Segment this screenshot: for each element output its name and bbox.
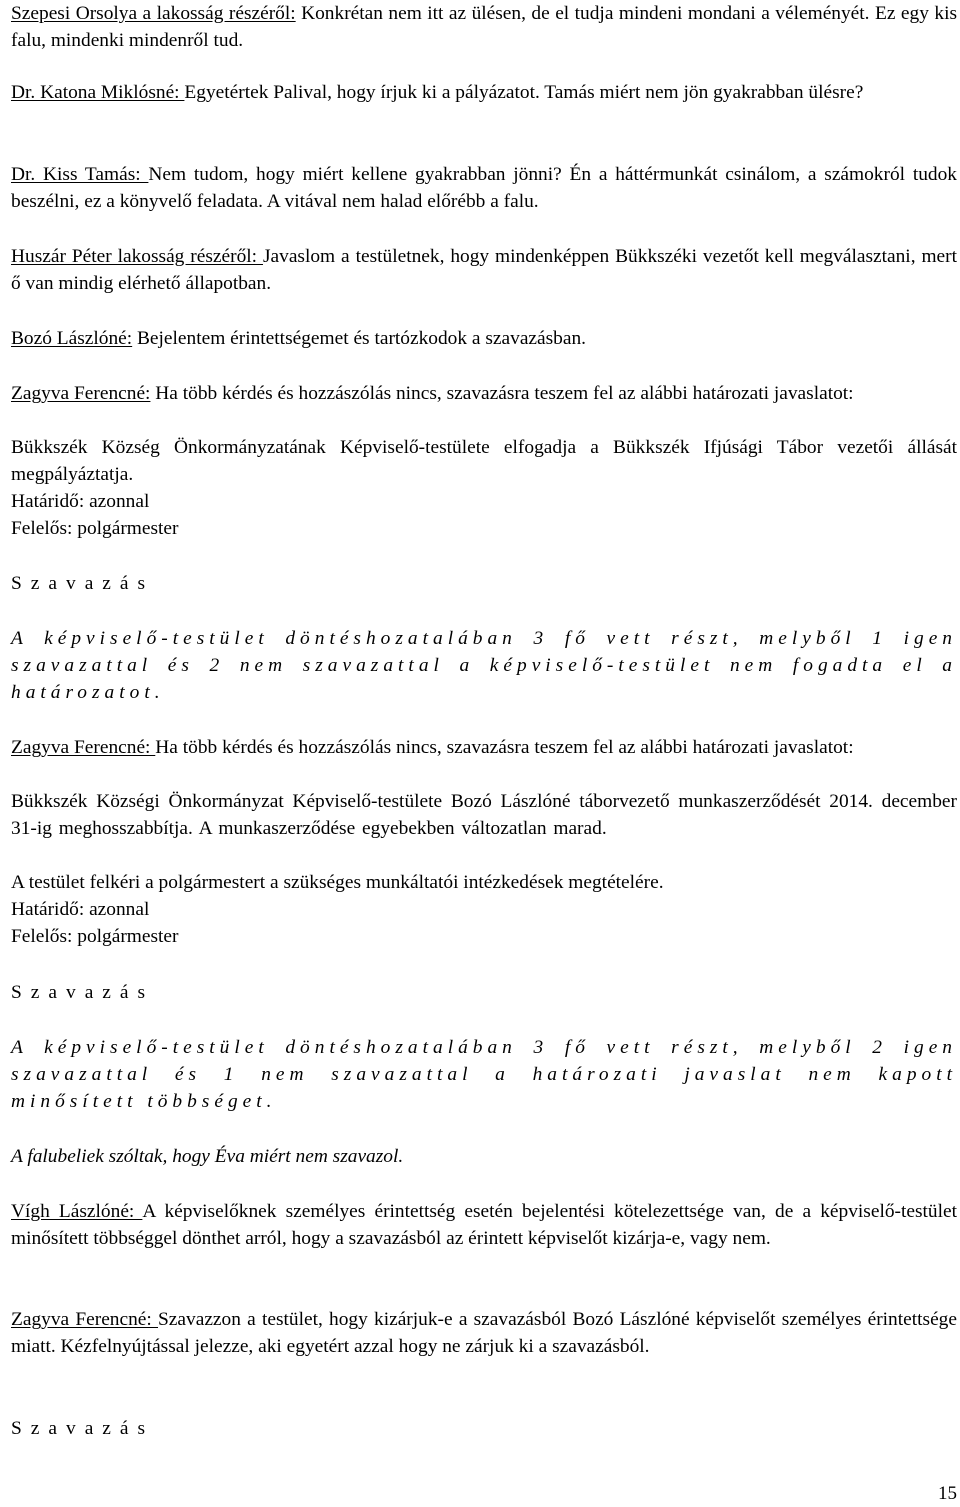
deadline-1: Határidő: azonnal [11, 491, 150, 512]
paragraph-zagyva-2 [11, 734, 957, 761]
paragraph-szepesi [11, 0, 957, 54]
statement-zagyva-3: Szavazzon a testület, hogy kizárjuk-e a szavazásból Bozó Lászlóné képviselőt személyes érintettsége miatt. Kézfelnyújtással jelezze, aki egyetért azzal hogy ne zárjuk ki a szavazásból. [11, 1309, 957, 1357]
speaker-zagyva-3: Zagyva Ferencné: [11, 1309, 159, 1330]
resolution-2: Bükkszék Községi Önkormányzat Képviselő-testülete Bozó Lászlóné táborvezető munkaszerződését 2014. december 31-ig meghosszabbítja. A munkaszerződése egyebekben változatlan marad. [11, 791, 957, 839]
paragraph-bozo [11, 325, 957, 352]
vote-result-1: A képviselő-testület döntéshozatalában 3 fő vett részt, melyből 1 igen szavazattal és 2 nem szavazattal a képviselő-testület nem fogadta el a határozatot. [11, 628, 957, 703]
paragraph-huszar [11, 243, 957, 297]
page-number: 15 [938, 1483, 957, 1504]
paragraph-katona [11, 79, 957, 106]
speaker-bozo: Bozó Lászlóné: [11, 328, 133, 349]
statement-szepesi: Konkrétan nem itt az ülésen, de el tudja mindeni mondani a véleményét. Ez egy kis falu, mindenki mindenről tud. [11, 3, 958, 51]
responsible-2: Felelős: polgármester [11, 926, 179, 947]
speaker-kiss: Dr. Kiss Tamás: [11, 164, 149, 185]
vote-heading-1: Szavazás [11, 573, 155, 594]
speaker-huszar: Huszár Péter lakosság részéről: [11, 246, 263, 267]
speaker-zagyva-1: Zagyva Ferencné: [11, 383, 151, 404]
villagers-note: A falubeliek szóltak, hogy Éva miért nem szavazol. [11, 1146, 404, 1167]
statement-huszar: Javaslom a testületnek, hogy mindenképpen Bükkszéki vezetőt kell megválasztani, mert ő van mindig elérhető állapotban. [11, 246, 957, 294]
speaker-szepesi: Szepesi Orsolya a lakosság részéről: [11, 3, 296, 24]
responsible-1: Felelős: polgármester [11, 518, 179, 539]
paragraph-zagyva-3 [11, 1306, 957, 1360]
statement-katona: Egyetértek Palival, hogy írjuk ki a pályázatot. Tamás miért nem jön gyakrabban ülésre? [184, 82, 864, 103]
paragraph-kiss [11, 161, 957, 215]
statement-zagyva-2: Ha több kérdés és hozzászólás nincs, szavazásra teszem fel az alábbi határozati javaslatot: [155, 737, 854, 758]
paragraph-zagyva-1 [11, 380, 957, 407]
vote-heading-3: Szavazás [11, 1418, 155, 1439]
paragraph-vigh [11, 1198, 957, 1252]
statement-vigh: A képviselőknek személyes érintettség esetén bejelentési kötelezettsége van, de a képviselő-testület minősített többséggel dönthet arról, hogy a szavazásból az érintett képviselőt kizárja-e, vagy nem. [11, 1201, 957, 1249]
vote-result-2: A képviselő-testület döntéshozatalában 3 fő vett részt, melyből 2 igen szavazattal és 1 nem szavazattal a határozati javaslat nem kapott minősített többséget. [11, 1037, 957, 1112]
deadline-2: Határidő: azonnal [11, 899, 150, 920]
statement-zagyva-1: Ha több kérdés és hozzászólás nincs, szavazásra teszem fel az alábbi határozati javaslatot: [150, 383, 854, 404]
resolution-2-request: A testület felkéri a polgármestert a szükséges munkáltatói intézkedések megtételére. [11, 872, 664, 893]
statement-kiss: Nem tudom, hogy miért kellene gyakrabban jönni? Én a háttérmunkát csinálom, a számokról tudok beszélni, ez a könyvelő feladata. A vitával nem halad előrébb a falu. [11, 164, 957, 212]
speaker-katona: Dr. Katona Miklósné: [11, 82, 185, 103]
vote-heading-2: Szavazás [11, 982, 155, 1003]
statement-bozo: Bejelentem érintettségemet és tartózkodok a szavazásban. [132, 328, 587, 349]
speaker-vigh: Vígh Lászlóné: [11, 1201, 143, 1222]
speaker-zagyva-2: Zagyva Ferencné: [11, 737, 156, 758]
resolution-1: Bükkszék Község Önkormányzatának Képviselő-testülete elfogadja a Bükkszék Ifjúsági Tábor vezetői állását megpályáztatja. [11, 437, 957, 485]
